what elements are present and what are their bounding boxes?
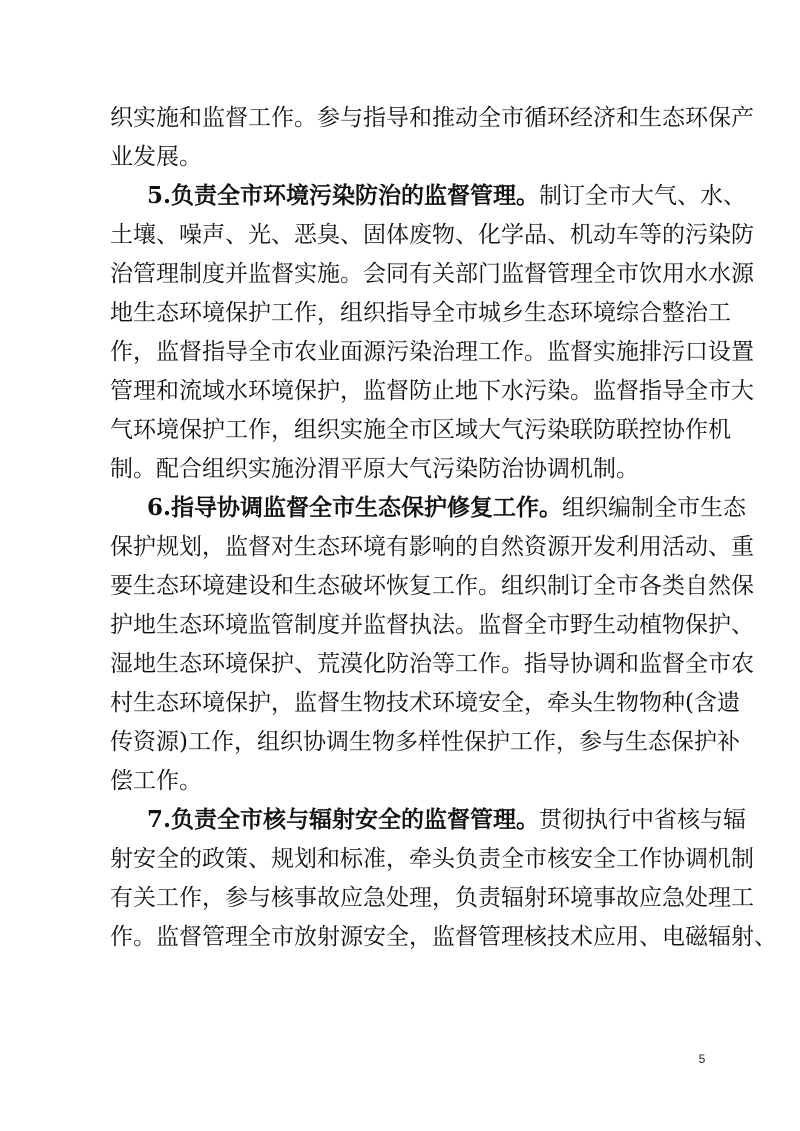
body-line	[110, 648, 754, 680]
body-text: 护地生态环境监管制度并监督执法。监督全市野生动植物保护、	[110, 612, 754, 638]
body-text: 有关工作，参与核事故应急处理，负责辐射环境事故应急处理工	[110, 885, 754, 911]
section-heading-line	[147, 492, 747, 524]
body-line	[110, 843, 754, 875]
body-text: 组织编制全市生态	[562, 495, 747, 521]
body-line	[110, 336, 754, 368]
body-line	[110, 219, 754, 251]
body-line	[110, 414, 731, 446]
section-heading-line	[147, 180, 747, 212]
body-text: 织实施和监督工作。参与指导和推动全市循环经济和生态环保产	[110, 105, 754, 131]
body-line	[110, 297, 731, 329]
body-text: 作，监督指导全市农业面源污染治理工作。监督实施排污口设置	[110, 339, 754, 365]
section-heading: 6.指导协调监督全市生态保护修复工作。	[147, 494, 563, 521]
body-line	[110, 102, 754, 134]
body-line	[110, 141, 688, 173]
body-text: 治管理制度并监督实施。会同有关部门监督管理全市饮用水水源	[110, 261, 754, 287]
body-text: 制订全市大气、水、	[539, 183, 747, 209]
section-heading: 5.负责全市环境污染防治的监督管理。	[147, 182, 540, 209]
body-line	[110, 609, 754, 641]
body-line	[110, 453, 688, 485]
body-text: 湿地生态环境保护、荒漠化防治等工作。指导协调和监督全市农	[110, 651, 754, 677]
body-line	[110, 258, 754, 290]
body-text: 保护规划，监督对生态环境有影响的自然资源开发利用活动、重	[110, 534, 754, 560]
body-line	[110, 921, 777, 953]
body-line	[110, 531, 754, 563]
body-text: 偿工作。	[110, 768, 202, 794]
body-text: 作。监督管理全市放射源安全，监督管理核技术应用、电磁辐射、	[110, 924, 777, 950]
body-line	[110, 726, 740, 758]
body-line	[110, 375, 754, 407]
body-text: 贯彻执行中省核与辐	[539, 807, 747, 833]
body-text: 地生态环境保护工作，组织指导全市城乡生态环境综合整治工	[110, 300, 731, 326]
body-line	[110, 882, 754, 914]
body-text: 气环境保护工作，组织实施全市区域大气污染联防联控协作机	[110, 417, 731, 443]
body-text: 管理和流域水环境保护，监督防止地下水污染。监督指导全市大	[110, 378, 754, 404]
body-text: 传资源)工作，组织协调生物多样性保护工作，参与生态保护补	[110, 729, 740, 755]
body-text: 要生态环境建设和生态破坏恢复工作。组织制订全市各类自然保	[110, 573, 754, 599]
body-text: 村生态环境保护，监督生物技术环境安全，牵头生物物种(含遗	[110, 690, 740, 716]
body-text: 业发展。	[110, 144, 202, 170]
body-line	[110, 687, 740, 719]
page-number: 5	[698, 1052, 706, 1066]
section-heading: 7.负责全市核与辐射安全的监督管理。	[147, 806, 540, 833]
section-heading-line	[147, 804, 747, 836]
body-text: 射安全的政策、规划和标准，牵头负责全市核安全工作协调机制	[110, 846, 754, 872]
body-text: 土壤、噪声、光、恶臭、固体废物、化学品、机动车等的污染防	[110, 222, 754, 248]
body-line	[110, 765, 688, 797]
body-text: 制。配合组织实施汾渭平原大气污染防治协调机制。	[110, 456, 639, 482]
body-line	[110, 570, 754, 602]
